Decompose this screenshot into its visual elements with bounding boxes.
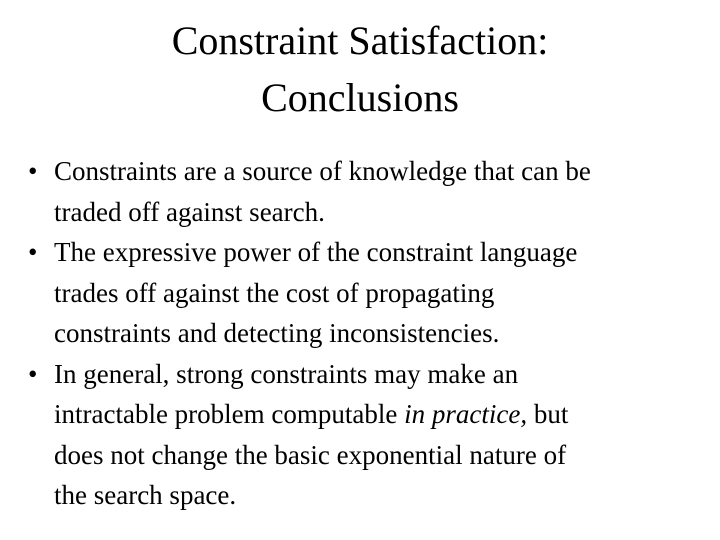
bullet-2-line-1: The expressive power of the constraint language xyxy=(54,237,578,267)
bullet-list xyxy=(28,151,708,516)
slide-title-line-1: Constraint Satisfaction: xyxy=(171,18,549,63)
bullet-item-1 xyxy=(28,151,708,232)
bullet-2-line-3: constraints and detecting inconsistencies. xyxy=(54,318,500,348)
bullet-2-line-2: trades off against the cost of propagating xyxy=(54,277,495,308)
bullet-marker: • xyxy=(28,237,38,267)
bullet-item-3 xyxy=(28,354,708,516)
bullet-1-line-2: traded off against search. xyxy=(54,196,325,227)
bullet-3-line-2-end: but xyxy=(527,399,569,429)
bullet-item-2 xyxy=(28,232,708,354)
bullet-1-line-1: Constraints are a source of knowledge that can be xyxy=(54,156,591,186)
bullet-3-line-1: In general, strong constraints may make an xyxy=(54,358,519,389)
bullet-3-line-2-start: intractable problem computable xyxy=(54,399,405,429)
emphasis-text: in practice, xyxy=(404,399,528,429)
bullet-3-line-3: does not change the basic exponential nature of xyxy=(54,439,567,470)
bullet-marker: • xyxy=(28,156,38,186)
bullet-3-line-4: the search space. xyxy=(54,480,237,510)
bullet-marker: • xyxy=(28,358,38,389)
bullet-3-line-2 xyxy=(54,394,708,435)
slide-title xyxy=(0,12,720,126)
slide-title-line-2: Conclusions xyxy=(261,75,459,120)
